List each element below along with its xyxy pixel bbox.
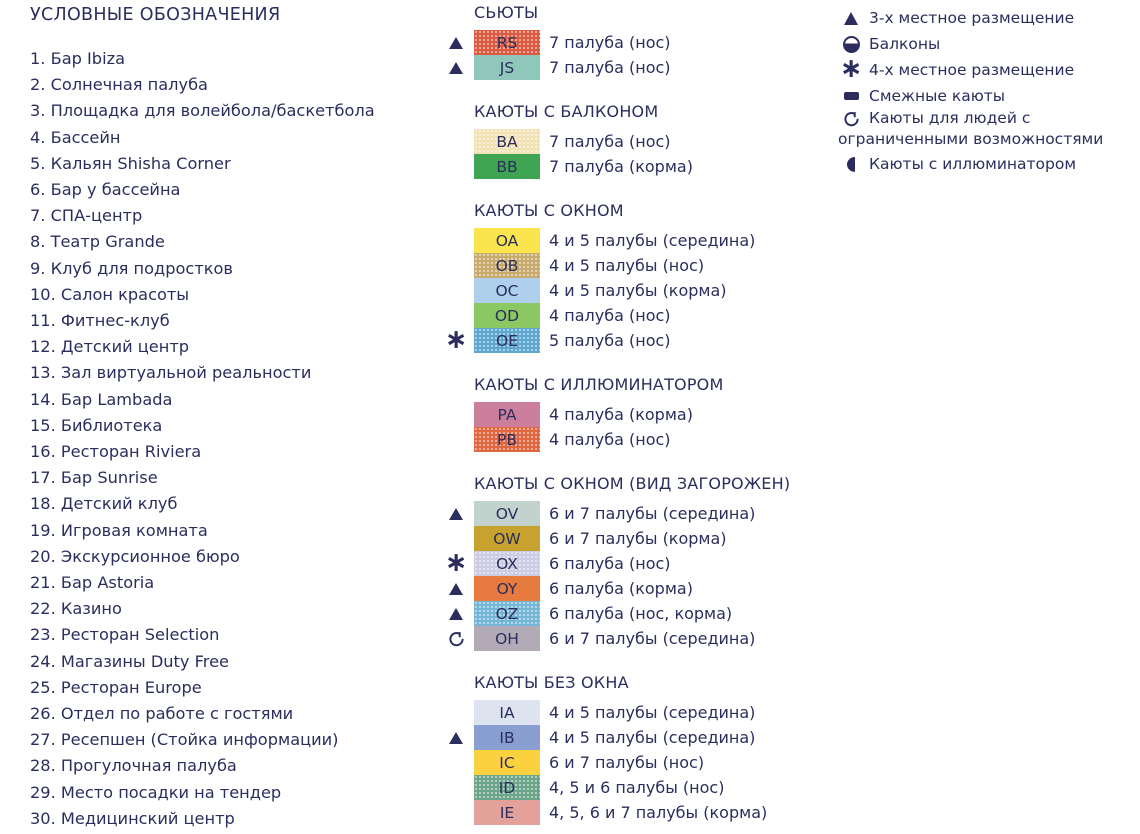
symbol-label: Каюты для людей с [869, 109, 1031, 127]
triangle-icon [449, 508, 463, 520]
asterisk-icon [445, 333, 468, 349]
symbol-item-balconies [842, 31, 1138, 57]
legend-item: 24. Магазины Duty Free [30, 651, 229, 671]
cabin-row-OC [438, 278, 838, 303]
cabin-section-suites [438, 3, 838, 80]
cabin-row-IB [438, 725, 838, 750]
legend-item: 3. Площадка для волейбола/баскетбола [30, 101, 375, 121]
swatch-IA: IA [474, 700, 540, 725]
triangle-icon [449, 608, 463, 620]
legend-item: 4. Бассейн [30, 127, 121, 147]
cabin-row-OV [438, 501, 838, 526]
cabin-desc: 4 и 5 палубы (корма) [549, 281, 727, 300]
cabin-section-porthole [438, 375, 838, 452]
triangle-icon [449, 732, 463, 744]
swatch-PA: PA [474, 402, 540, 427]
swatch-IB: IB [474, 725, 540, 750]
cabin-section-header: КАЮТЫ С ОКНОМ [474, 201, 624, 220]
symbol-label: Балконы [869, 35, 941, 53]
cabin-desc: 6 палуба (корма) [549, 579, 693, 598]
legend-item: 30. Медицинский центр [30, 808, 235, 828]
cabin-desc: 4, 5, 6 и 7 палубы (корма) [549, 803, 768, 822]
legend-item: 15. Библиотека [30, 415, 163, 435]
legend-item: 8. Театр Grande [30, 232, 165, 252]
swatch-PB: PB [474, 427, 540, 452]
swatch-JS: JS [474, 55, 540, 80]
swatch-OV: OV [474, 501, 540, 526]
swatch-OC: OC [474, 278, 540, 303]
cabin-desc: 7 палуба (нос) [549, 58, 671, 77]
legend-item: 19. Игровая комната [30, 520, 208, 540]
symbol-label: 4-х местное размещение [869, 61, 1075, 79]
symbols-column [838, 5, 1138, 177]
triangle-icon [449, 37, 463, 49]
cabin-row-OW [438, 526, 838, 551]
swatch-OB: OB [474, 253, 540, 278]
cabin-row-PA [438, 402, 838, 427]
legend-item: 5. Кальян Shisha Corner [30, 153, 231, 173]
swatch-OX: OX [474, 551, 540, 576]
swatch-BA: BA [474, 129, 540, 154]
swatch-OA: OA [474, 228, 540, 253]
legend-item: 14. Бар Lambada [30, 389, 173, 409]
legend-title: УСЛОВНЫЕ ОБОЗНАЧЕНИЯ [30, 5, 281, 25]
cabin-desc: 4 палуба (нос) [549, 430, 671, 449]
cabin-desc: 6 палуба (нос) [549, 554, 671, 573]
swatch-OE: OE [474, 328, 540, 353]
legend-item: 22. Казино [30, 599, 122, 619]
cabin-desc: 4 палуба (корма) [549, 405, 693, 424]
cabin-section-header: СЬЮТЫ [474, 3, 539, 22]
symbol-label: Смежные каюты [869, 87, 1006, 105]
legend-item: 20. Экскурсионное бюро [30, 546, 240, 566]
cabin-desc: 4 и 5 палубы (нос) [549, 256, 705, 275]
symbol-item-quad [842, 57, 1138, 83]
legend-item: 10. Салон красоты [30, 284, 190, 304]
legend-item: 1. Бар Ibiza [30, 49, 125, 68]
symbol-item-adjacent [842, 83, 1138, 109]
cabin-row-IA [438, 700, 838, 725]
cabin-desc: 5 палуба (нос) [549, 331, 671, 350]
cabin-desc: 4 и 5 палубы (середина) [549, 703, 756, 722]
cabin-categories-column [438, 3, 838, 834]
symbol-item-accessible [838, 109, 1138, 151]
swatch-IE: IE [474, 800, 540, 825]
accessible-icon [448, 630, 465, 647]
legend-item: 26. Отдел по работе с гостями [30, 704, 294, 724]
asterisk-icon [445, 556, 468, 572]
cabin-desc: 6 и 7 палубы (корма) [549, 529, 727, 548]
cabin-desc: 7 палуба (нос) [549, 132, 671, 151]
porthole-icon [847, 157, 855, 172]
swatch-OY: OY [474, 576, 540, 601]
cabin-row-BB [438, 154, 838, 179]
swatch-OD: OD [474, 303, 540, 328]
cabin-desc: 4 и 5 палубы (середина) [549, 728, 756, 747]
cabin-section-balcony [438, 102, 838, 179]
cabin-row-OD [438, 303, 838, 328]
cabin-section-header: КАЮТЫ С ИЛЛЮМИНАТОРОМ [474, 375, 724, 394]
cabin-desc: 6 палуба (нос, корма) [549, 604, 733, 623]
swatch-OZ: OZ [474, 601, 540, 626]
legend-item: 6. Бар у бассейна [30, 180, 181, 200]
cabin-section-window [438, 201, 838, 353]
adjacent-cabins-icon [844, 92, 859, 100]
cabin-desc: 6 и 7 палубы (середина) [549, 629, 756, 648]
symbol-label-line2: ограниченными возможностями [838, 130, 1104, 148]
legend-item: 28. Прогулочная палуба [30, 756, 237, 776]
cabin-section-header: КАЮТЫ БЕЗ ОКНА [474, 673, 629, 692]
swatch-RS: RS [474, 30, 540, 55]
cabin-desc: 4 палуба (нос) [549, 306, 671, 325]
triangle-icon [449, 583, 463, 595]
legend-item: 18. Детский клуб [30, 494, 178, 514]
legend-column [30, 4, 460, 832]
triangle-icon [449, 62, 463, 74]
cabin-row-OE [438, 328, 838, 353]
accessible-icon [843, 110, 860, 127]
cabin-section-interior [438, 673, 838, 825]
symbol-label: Каюты с иллюминатором [869, 155, 1077, 173]
cabin-row-RS [438, 30, 838, 55]
cabin-row-BA [438, 129, 838, 154]
cabin-desc: 4 и 5 палубы (середина) [549, 231, 756, 250]
symbol-label: 3-х местное размещение [869, 9, 1075, 27]
legend-item: 21. Бар Astoria [30, 573, 155, 593]
cabin-row-OB [438, 253, 838, 278]
cabin-row-OH [438, 626, 838, 651]
cabin-desc: 6 и 7 палубы (середина) [549, 504, 756, 523]
cabin-section-header: КАЮТЫ С ОКНОМ (ВИД ЗАГОРОЖЕН) [474, 474, 791, 493]
cabin-desc: 7 палуба (нос) [549, 33, 671, 52]
legend-item: 9. Клуб для подростков [30, 258, 233, 278]
cabin-row-IC [438, 750, 838, 775]
legend-item: 23. Ресторан Selection [30, 625, 220, 645]
legend-item: 16. Ресторан Riviera [30, 442, 202, 462]
legend-list [30, 46, 460, 832]
cabin-row-IE [438, 800, 838, 825]
swatch-ID: ID [474, 775, 540, 800]
swatch-BB: BB [474, 154, 540, 179]
cabin-row-JS [438, 55, 838, 80]
cabin-section-obstructed [438, 474, 838, 651]
legend-item: 11. Фитнес-клуб [30, 311, 170, 331]
cabin-desc: 7 палуба (корма) [549, 157, 693, 176]
legend-item: 27. Ресепшен (Стойка информации) [30, 730, 339, 750]
legend-item: 17. Бар Sunrise [30, 468, 158, 488]
symbol-item-triple [842, 5, 1138, 31]
legend-item: 13. Зал виртуальной реальности [30, 363, 312, 383]
cabin-row-PB [438, 427, 838, 452]
swatch-IC: IC [474, 750, 540, 775]
legend-item: 29. Место посадки на тендер [30, 782, 282, 802]
legend-item: 25. Ресторан Europe [30, 677, 202, 697]
cabin-row-ID [438, 775, 838, 800]
balcony-icon [843, 36, 860, 53]
legend-item: 12. Детский центр [30, 337, 190, 357]
cabin-section-header: КАЮТЫ С БАЛКОНОМ [474, 102, 659, 121]
cabin-row-OY [438, 576, 838, 601]
symbol-item-porthole [842, 151, 1138, 177]
legend-item: 2. Солнечная палуба [30, 75, 208, 95]
swatch-OW: OW [474, 526, 540, 551]
legend-item: 7. СПА-центр [30, 206, 143, 226]
swatch-OH: OH [474, 626, 540, 651]
cabin-row-OA [438, 228, 838, 253]
cabin-desc: 6 и 7 палубы (нос) [549, 753, 705, 772]
cabin-row-OZ [438, 601, 838, 626]
asterisk-icon [840, 62, 863, 78]
triangle-icon [844, 12, 858, 25]
cabin-row-OX [438, 551, 838, 576]
cabin-desc: 4, 5 и 6 палубы (нос) [549, 778, 725, 797]
